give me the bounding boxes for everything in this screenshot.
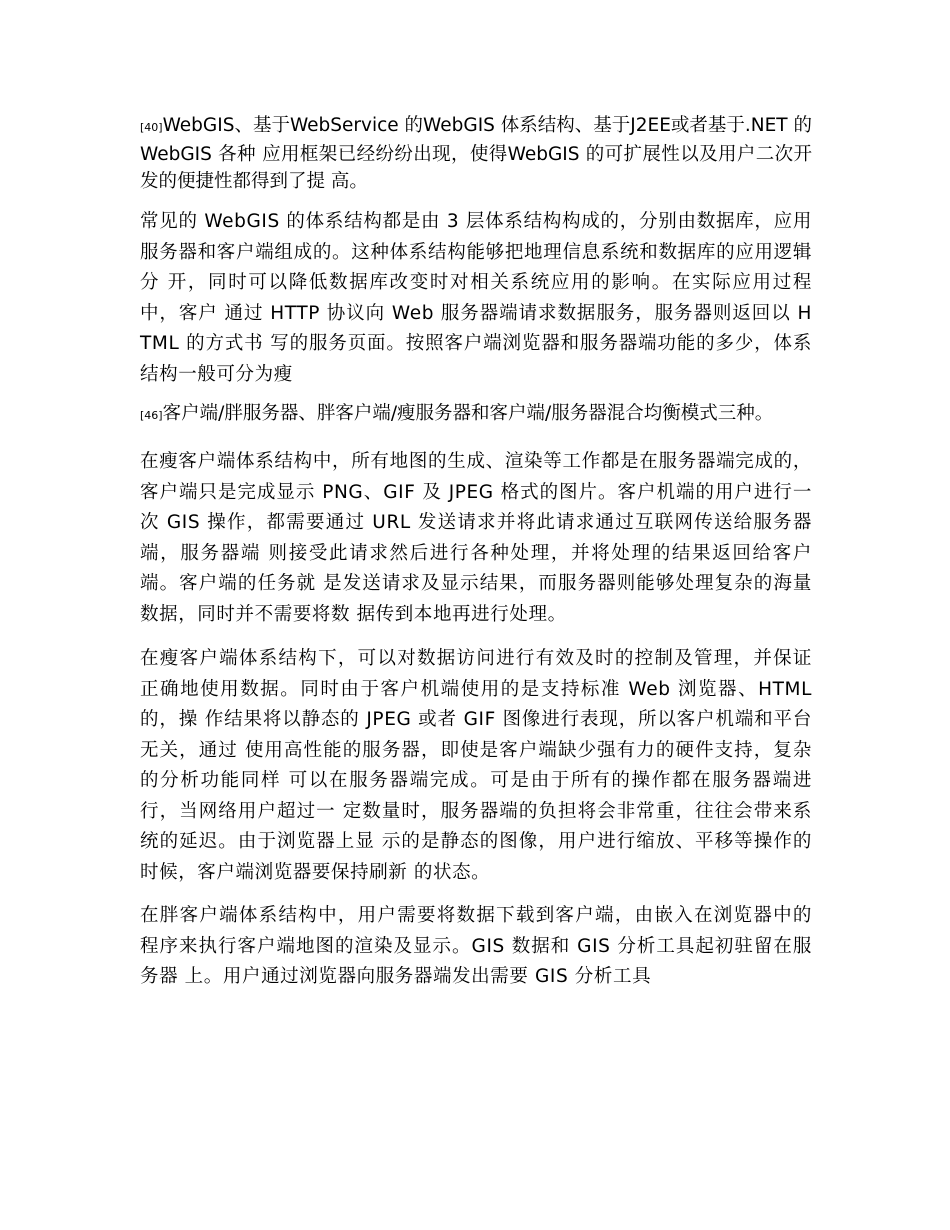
paragraph-text: 在瘦客户端体系结构中，所有地图的生成、渲染等工作都是在服务器端完成的， 客户端只是完成显示 PNG、GIF 及 JPEG 格式的图片。客户机端的用户进行一次 GIS 操作，都需要通过 URL 发送请求并将此请求通过互联网传送给服务器端，服务器端 则接受此请求然后进行各种处理，并将处理的结果返回给客户端。客户端的任务就 是发送请求及显示结果，而服务器则能够处理复杂的海量数据，同时并不需要将数 据传到本地再进行处理。 xyxy=(140,451,812,625)
citation-ref-40: [40] xyxy=(140,121,163,134)
paragraph-text: 客户端/胖服务器、胖客户端/瘦服务器和客户端/服务器混合均衡模式三种。 xyxy=(162,403,774,424)
paragraph-architecture-modes xyxy=(140,400,812,429)
paragraph-text: WebGIS、基于WebService 的WebGIS 体系结构、基于J2EE或者基于.NET 的WebGIS 各种 应用框架已经纷纷出现，使得WebGIS 的可扩展性以及用户二次开发的便捷性都得到了提 高。 xyxy=(140,115,812,192)
paragraph-text: 在胖客户端体系结构中，用户需要将数据下载到客户端，由嵌入在浏览器中的 程序来执行客户端地图的渲染及显示。GIS 数据和 GIS 分析工具起初驻留在服务器 上。用户通过浏览器向服务器端发出需要 GIS 分析工具 xyxy=(140,905,812,987)
paragraph-thin-client-overview xyxy=(140,447,812,630)
paragraph-thin-client-pros-cons xyxy=(140,644,812,888)
paragraph-thick-client xyxy=(140,901,812,993)
paragraph-webgis-frameworks xyxy=(140,112,812,195)
citation-ref-46: [46] xyxy=(140,409,163,422)
paragraph-three-tier-architecture xyxy=(140,207,812,390)
paragraph-text: 常见的 WebGIS 的体系结构都是由 3 层体系结构构成的，分别由数据库，应用 服务器和客户端组成的。这种体系结构能够把地理信息系统和数据库的应用逻辑分 开，同时可以降低数据库改变时对相关系统应用的影响。在实际应用过程中，客户 通过 HTTP 协议向 Web 服务器端请求数据服务，服务器则返回以 HTML 的方式书 写的服务页面。按照客户端浏览器和服务器端功能的多少，体系结构一般可分为瘦 xyxy=(140,211,812,385)
paragraph-text: 在瘦客户端体系结构下，可以对数据访问进行有效及时的控制及管理，并保证 正确地使用数据。同时由于客户机端使用的是支持标准 Web 浏览器、HTML 的，操 作结果将以静态的 JPEG 或者 GIF 图像进行表现，所以客户机端和平台无关，通过 使用高性能的服务器，即使是客户端缺少强有力的硬件支持，复杂的分析功能同样 可以在服务器端完成。可是由于所有的操作都在服务器端进行，当网络用户超过一 定数量时，服务器端的负担将会非常重，往往会带来系统的延迟。由于浏览器上显 示的是静态的图像，用户进行缩放、平移等操作的时候，客户端浏览器要保持刷新 的状态。 xyxy=(140,648,812,883)
document-page xyxy=(140,112,812,993)
